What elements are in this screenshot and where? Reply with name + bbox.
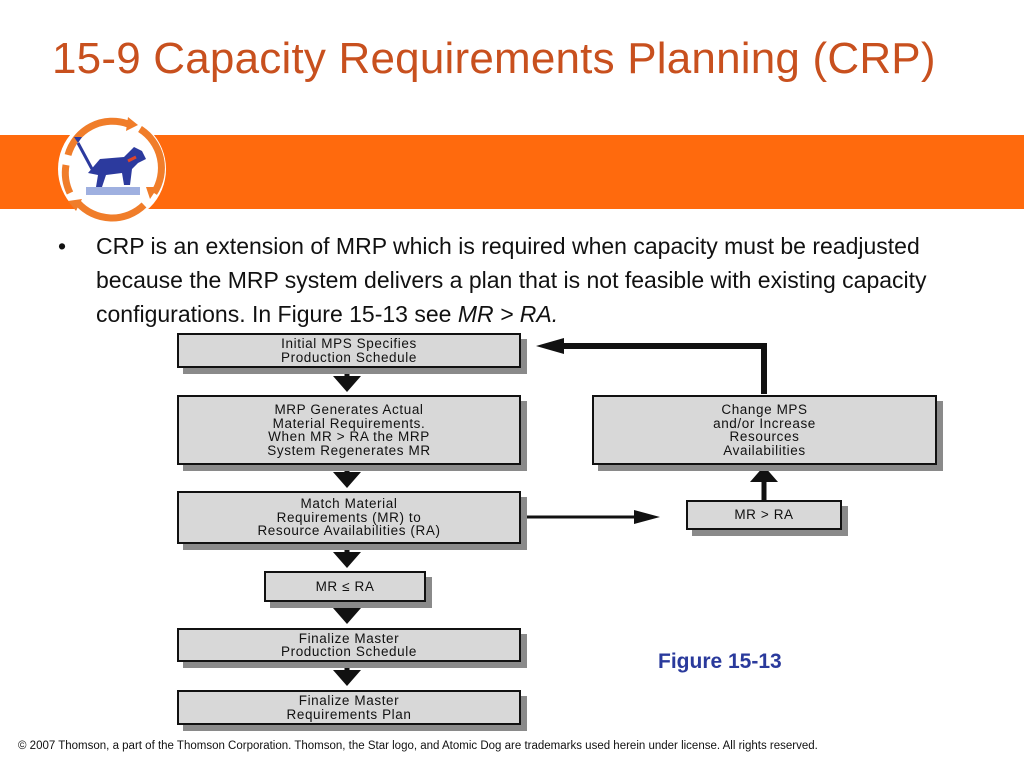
figure-caption: Figure 15-13 <box>658 650 782 673</box>
mr-le-ra-box: MR ≤ RA <box>264 571 426 602</box>
mr-gt-ra-box: MR > RA <box>686 500 842 530</box>
initial-mps-box: Initial MPS Specifies Production Schedule <box>177 333 521 368</box>
bullet-marker: • <box>58 233 67 259</box>
change-mps-box: Change MPS and/or Increase Resources Availabilities <box>592 395 937 465</box>
bullet-text <box>96 229 1006 331</box>
match-material-box: Match Material Requirements (MR) to Resource Availabilities (RA) <box>177 491 521 544</box>
finalize-mps-box: Finalize Master Production Schedule <box>177 628 521 662</box>
finalize-mrp-box: Finalize Master Requirements Plan <box>177 690 521 725</box>
atomic-dog-logo <box>48 107 180 232</box>
crp-flowchart <box>160 330 960 730</box>
slide-title: 15-9 Capacity Requirements Planning (CRP) <box>52 34 936 83</box>
bullet-emphasis: MR > RA. <box>457 301 559 327</box>
bullet-body: CRP is an extension of MRP which is required when capacity must be readjusted because the MRP system delivers a plan that is not feasible with existing capacity configurations. In Figure 15-13 see <box>96 233 927 327</box>
mrp-generates-box: MRP Generates Actual Material Requirements. When MR > RA the MRP System Regenerates MR <box>177 395 521 465</box>
copyright-footer: © 2007 Thomson, a part of the Thomson Corporation. Thomson, the Star logo, and Atomic Dog are trademarks used herein under license. All rights reserved. <box>18 740 818 752</box>
